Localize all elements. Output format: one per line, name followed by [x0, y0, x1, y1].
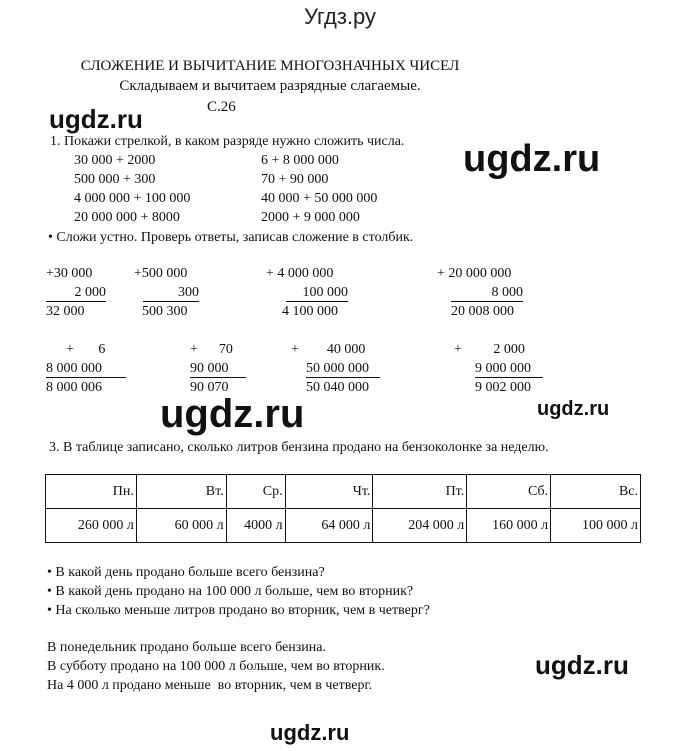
column-addend: 8 000: [451, 285, 523, 302]
watermark: ugdz.ru: [463, 138, 601, 180]
task1-expression: 6 + 8 000 000: [261, 153, 339, 168]
watermark: ugdz.ru: [160, 392, 305, 436]
question: • На сколько меньше литров продано во вторник, чем в четверг?: [47, 603, 430, 618]
answer: В понедельник продано больше всего бензина.: [47, 640, 326, 655]
column-addend: 50 000 000: [306, 361, 380, 378]
question: • В какой день продано на 100 000 л больше, чем во вторник?: [47, 584, 414, 599]
column-addend: 300: [143, 285, 199, 302]
site-title: Угдз.ру: [303, 4, 377, 29]
column-addend: 2 000: [46, 285, 106, 302]
fuel-sales-table: [45, 474, 641, 543]
column-sum: 90 070: [190, 380, 229, 395]
table-cell: 60 000 л: [136, 509, 226, 543]
column-sum: 50 040 000: [306, 380, 369, 395]
task1-prompt: 1. Покажи стрелкой, в каком разряде нужно сложить числа.: [50, 134, 405, 149]
table-cell: 160 000 л: [467, 509, 551, 543]
column-addend: 9 000 000: [475, 361, 543, 378]
task1-expression: 30 000 + 2000: [74, 153, 156, 168]
column-addend: + 2 000: [454, 342, 525, 357]
column-sum: 32 000: [46, 304, 85, 319]
column-addend: 100 000: [286, 285, 348, 302]
answer: В субботу продано на 100 000 л больше, чем во вторник.: [47, 659, 385, 674]
task1-check: • Сложи устно. Проверь ответы, записав сложение в столбик.: [48, 230, 414, 245]
column-addend: + 40 000: [291, 342, 366, 357]
column-addend: 90 000: [190, 361, 246, 378]
column-sum: 4 100 000: [282, 304, 338, 319]
table-header-cell: Пн.: [46, 475, 137, 509]
task3-prompt: 3. В таблице записано, сколько литров бензина продано на бензоколонке за неделю.: [49, 440, 549, 455]
column-sum: 500 300: [142, 304, 188, 319]
column-addend: + 4 000 000: [266, 266, 334, 281]
column-addend: +500 000: [134, 266, 188, 281]
task1-expression: 40 000 + 50 000 000: [261, 191, 378, 206]
table-cell: 64 000 л: [285, 509, 373, 543]
question: • В какой день продано больше всего бензина?: [47, 565, 325, 580]
column-addend: 8 000 000: [46, 361, 126, 378]
table-row: [46, 509, 641, 543]
column-sum: 9 002 000: [475, 380, 531, 395]
table-cell: 4000 л: [226, 509, 285, 543]
table-cell: 204 000 л: [373, 509, 467, 543]
section-subtitle: Складываем и вычитаем разрядные слагаемые.: [119, 78, 421, 94]
table-cell: 100 000 л: [551, 509, 641, 543]
table-header-cell: Вт.: [136, 475, 226, 509]
task1-expression: 70 + 90 000: [261, 172, 329, 187]
table-header-cell: Ср.: [226, 475, 285, 509]
column-sum: 8 000 006: [46, 380, 102, 395]
table-header-cell: Чт.: [285, 475, 373, 509]
table-header-row: [46, 475, 641, 509]
table-header-cell: Сб.: [467, 475, 551, 509]
task1-expression: 2000 + 9 000 000: [261, 210, 360, 225]
answer: На 4 000 л продано меньше во вторник, чем в четверг.: [47, 678, 373, 693]
table-cell: 260 000 л: [46, 509, 137, 543]
page-number: С.26: [207, 99, 236, 115]
task1-expression: 4 000 000 + 100 000: [74, 191, 191, 206]
watermark: ugdz.ru: [535, 650, 629, 680]
column-addend: +30 000: [46, 266, 93, 281]
section-title: СЛОЖЕНИЕ И ВЫЧИТАНИЕ МНОГОЗНАЧНЫХ ЧИСЕЛ: [80, 58, 460, 74]
task1-expression: 20 000 000 + 8000: [74, 210, 180, 225]
table-header-cell: Вс.: [551, 475, 641, 509]
table-header-cell: Пт.: [373, 475, 467, 509]
watermark: ugdz.ru: [270, 720, 350, 745]
column-addend: + 20 000 000: [437, 266, 512, 281]
column-sum: 20 008 000: [451, 304, 514, 319]
task1-expression: 500 000 + 300: [74, 172, 156, 187]
column-addend: + 70: [190, 342, 233, 357]
watermark: ugdz.ru: [537, 398, 610, 420]
watermark: ugdz.ru: [49, 104, 143, 134]
column-addend: + 6: [66, 342, 106, 357]
